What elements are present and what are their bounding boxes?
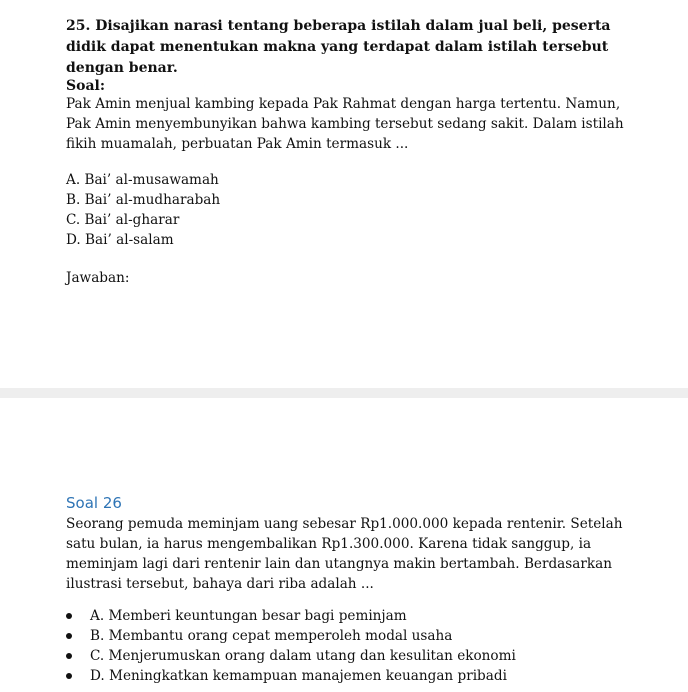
option-a: A. Memberi keuntungan besar bagi peminjam — [90, 608, 407, 624]
option-c: C. Menjerumuskan orang dalam utang dan kesulitan ekonomi — [90, 648, 516, 664]
bullet-icon — [66, 673, 72, 679]
option-b: B. Membantu orang cepat memperoleh modal usaha — [90, 628, 453, 644]
document-page-2 — [0, 398, 688, 692]
question-26-options — [66, 606, 516, 686]
question-25-text: Pak Amin menjual kambing kepada Pak Rahmat dengan harga tertentu. Namun, Pak Amin menyembunyikan bahwa kambing tersebut sedang sakit. Dalam istilah fikih muamalah, perbuatan Pak Amin termasuk ... — [66, 96, 624, 152]
option-d: D. Meningkatkan kemampuan manajemen keuangan pribadi — [90, 668, 507, 684]
option-a: A. Bai’ al-musawamah — [66, 172, 219, 188]
option-c: C. Bai’ al-gharar — [66, 212, 180, 228]
question-25-title: 25. Disajikan narasi tentang beberapa istilah dalam jual beli, peserta didik dapat menentukan makna yang terdapat dalam istilah tersebut dengan benar. — [66, 18, 611, 76]
bullet-icon — [66, 653, 72, 659]
bullet-icon — [66, 633, 72, 639]
list-item — [66, 666, 516, 686]
option-b: B. Bai’ al-mudharabah — [66, 192, 221, 208]
list-item — [66, 626, 516, 646]
option-d: D. Bai’ al-salam — [66, 232, 174, 248]
list-item — [66, 646, 516, 666]
soal-label: Soal: — [66, 78, 106, 94]
list-item — [66, 606, 516, 626]
question-25-options — [66, 170, 640, 250]
bullet-icon — [66, 613, 72, 619]
answer-label: Jawaban: — [66, 270, 130, 286]
page-separator — [0, 388, 688, 398]
question-26-text: Seorang pemuda meminjam uang sebesar Rp1.000.000 kepada rentenir. Setelah satu bulan, ia harus mengembalikan Rp1.300.000. Karena tidak sanggup, ia meminjam lagi dari rentenir lain dan utangnya makin bertambah. Berdasarkan ilustrasi tersebut, bahaya dari riba adalah ... — [66, 516, 623, 592]
question-26-heading: Soal 26 — [66, 494, 122, 512]
